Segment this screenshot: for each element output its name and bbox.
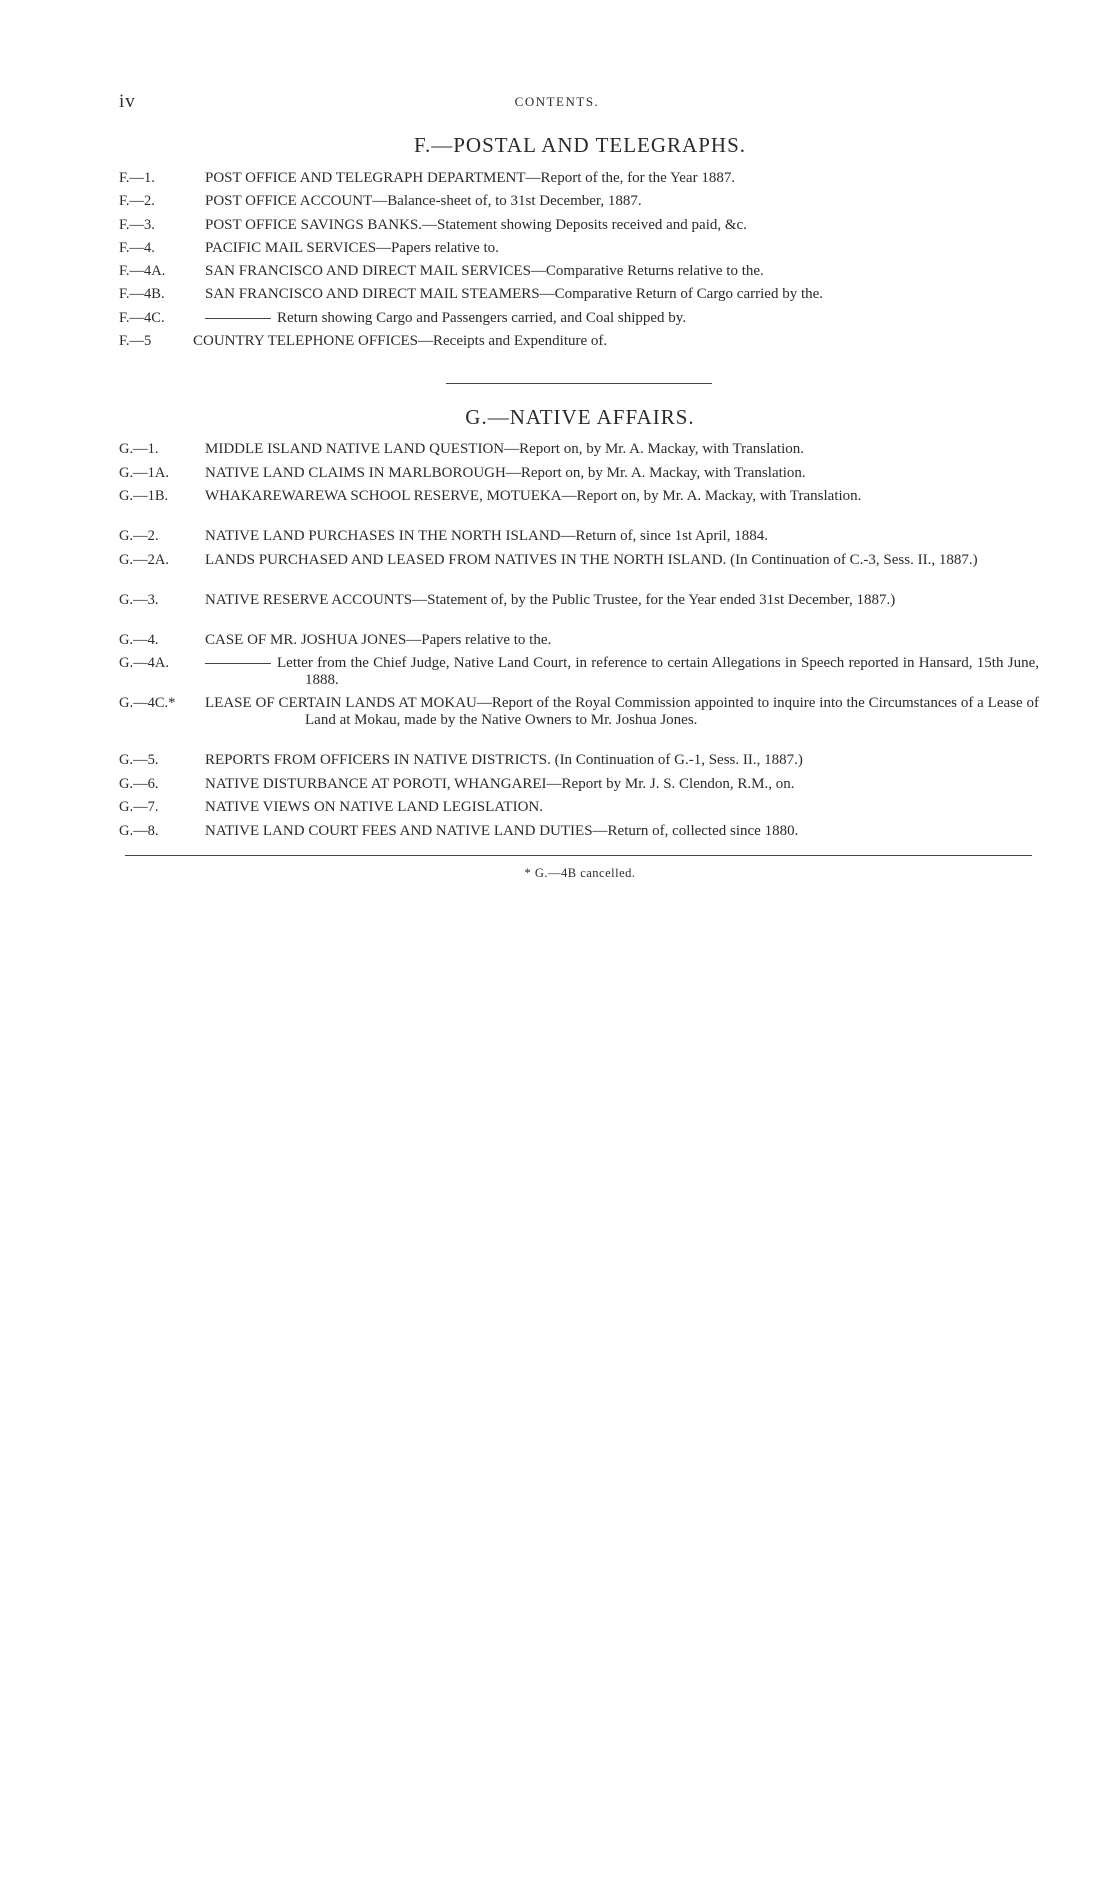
entry-description: NATIVE DISTURBANCE AT POROTI, WHANGAREI—Report by Mr. J. S. Clendon, R.M., on. [205, 775, 795, 792]
entry-description: POST OFFICE ACCOUNT—Balance-sheet of, to 31st December, 1887. [205, 193, 642, 210]
entry-code: F.—4B. [119, 286, 165, 303]
entry-code: F.—4C. [119, 309, 165, 326]
entry-description: NATIVE LAND CLAIMS IN MARLBOROUGH—Report on, by Mr. A. Mackay, with Translation. [205, 464, 806, 481]
list-item [119, 170, 1039, 193]
list-item [119, 632, 1039, 656]
entry-description: NATIVE LAND PURCHASES IN THE NORTH ISLAND—Return of, since 1st April, 1884. [205, 528, 768, 544]
section-title-native-affairs: G.—NATIVE AFFAIRS. [465, 405, 695, 429]
list-item [119, 465, 1039, 489]
entry-code: F.—5 [119, 333, 152, 350]
list-item [119, 217, 1039, 240]
entry-code: F.—4A. [119, 263, 166, 280]
list-item [119, 655, 1039, 695]
entry-code: F.—2. [119, 193, 155, 210]
entry-code: G.—8. [119, 822, 159, 839]
list-item [119, 310, 1039, 333]
entry-description: WHAKAREWAREWA SCHOOL RESERVE, MOTUEKA—Report on, by Mr. A. Mackay, with Translation. [205, 488, 862, 504]
footnote-rule [125, 855, 1032, 856]
entry-code: G.—4. [119, 631, 159, 648]
list-item [119, 799, 1039, 823]
list-item [119, 776, 1039, 800]
entry-description: CASE OF MR. JOSHUA JONES—Papers relative to the. [205, 631, 552, 648]
entry-code: G.—5. [119, 752, 159, 768]
ditto-dash [205, 663, 271, 664]
entry-code: G.—7. [119, 799, 159, 815]
entry-code: G.—1B. [119, 488, 169, 504]
list-item [119, 286, 1039, 309]
section-title-postal: F.—POSTAL AND TELEGRAPHS. [413, 133, 746, 157]
entry-code: G.—6. [119, 775, 159, 792]
page-number: iv [119, 91, 136, 112]
entry-description: COUNTRY TELEPHONE OFFICES—Receipts and Expenditure of. [193, 333, 608, 350]
list-item [119, 193, 1039, 216]
entry-code: F.—3. [119, 216, 155, 233]
list-item [119, 333, 1039, 356]
entry-code: G.—2A. [119, 551, 169, 568]
list-item [119, 488, 1039, 528]
list-item [119, 263, 1039, 286]
entry-description: POST OFFICE SAVINGS BANKS.—Statement showing Deposits received and paid, &c. [205, 216, 747, 233]
entry-description: LANDS PURCHASED AND LEASED FROM NATIVES IN THE NORTH ISLAND. (In Continuation of C.-3, Sess. II., 1887.) [205, 551, 978, 568]
entry-description [205, 655, 1039, 689]
entry-description: REPORTS FROM OFFICERS IN NATIVE DISTRICTS. (In Continuation of G.-1, Sess. II., 1887.) [205, 752, 803, 768]
list-item [119, 823, 1039, 847]
entry-code: F.—1. [119, 170, 155, 186]
entry-description-text: Letter from the Chief Judge, Native Land Court, in reference to certain Allegations in Speech reported in Hansard, 15th June, 1888. [277, 655, 1039, 688]
postal-entries-list [119, 170, 1039, 356]
ditto-dash [205, 318, 271, 319]
running-head: CONTENTS. [514, 94, 600, 109]
entry-description: SAN FRANCISCO AND DIRECT MAIL SERVICES—Comparative Returns relative to the. [205, 263, 764, 280]
entry-description: NATIVE LAND COURT FEES AND NATIVE LAND DUTIES—Return of, collected since 1880. [205, 822, 799, 839]
entry-code: G.—1A. [119, 464, 169, 481]
list-item [119, 592, 1039, 632]
footnote: * G.—4B cancelled. [524, 866, 636, 880]
list-item [119, 528, 1039, 552]
entry-description-text: Return showing Cargo and Passengers carried, and Coal shipped by. [277, 309, 687, 326]
list-item [119, 752, 1039, 776]
entry-code: G.—4A. [119, 655, 169, 671]
entry-code: G.—1. [119, 441, 159, 457]
entry-code: G.—4C.* [119, 695, 176, 711]
entry-description: NATIVE RESERVE ACCOUNTS—Statement of, by the Public Trustee, for the Year ended 31st December, 1887.) [205, 591, 896, 608]
entry-description: POST OFFICE AND TELEGRAPH DEPARTMENT—Report of the, for the Year 1887. [205, 170, 736, 186]
list-item [119, 240, 1039, 263]
entry-description: NATIVE VIEWS ON NATIVE LAND LEGISLATION. [205, 799, 544, 815]
list-item [119, 552, 1039, 592]
entry-code: G.—2. [119, 528, 159, 544]
entry-code: G.—3. [119, 591, 159, 608]
entry-description: PACIFIC MAIL SERVICES—Papers relative to. [205, 239, 499, 256]
entry-description: SAN FRANCISCO AND DIRECT MAIL STEAMERS—Comparative Return of Cargo carried by the. [205, 286, 824, 303]
entry-description: LEASE OF CERTAIN LANDS AT MOKAU—Report of the Royal Commission appointed to inquire into the Circumstances of a Lease of Land at Mokau, made by the Native Owners to Mr. Joshua Jones. [205, 695, 1039, 728]
entry-code: F.—4. [119, 239, 155, 256]
entry-description: MIDDLE ISLAND NATIVE LAND QUESTION—Report on, by Mr. A. Mackay, with Translation. [205, 441, 804, 457]
list-item [119, 695, 1039, 752]
list-item [119, 441, 1039, 465]
section-divider [446, 383, 712, 384]
native-affairs-entries-list [119, 441, 1039, 846]
entry-description [205, 310, 1039, 327]
